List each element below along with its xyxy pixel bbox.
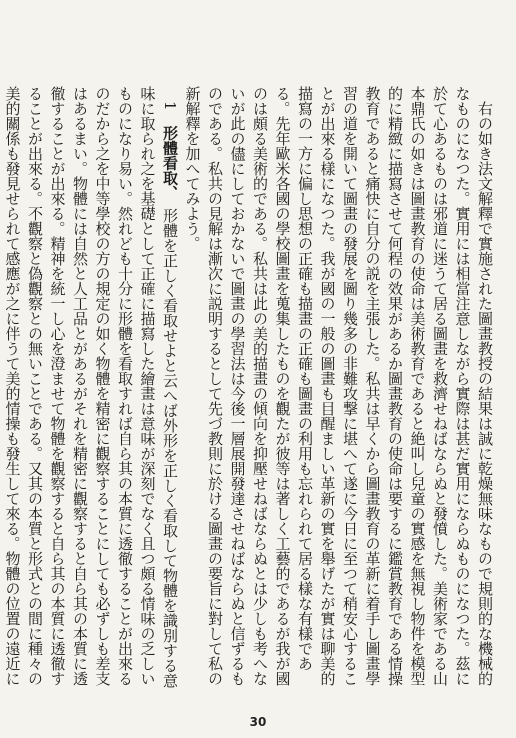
vertical-text-body — [3, 86, 496, 694]
page-number: 30 — [249, 715, 267, 729]
section-body: 形體を正しく看取せよと云へば外形を正しく看取して物體を識別する意味に取られ之を基礎として正確に描寫した繪畫は意味が深刻でなく且つ頗る情味の乏しいものになり易い。然れども十分に形體を看取すれば自ら其の本質に透徹することが出來るのだから之を中等學校の方の規定の如く物體を精密に觀察することにしても必ずしも差支はあるまい。物體には自然と人工品とがあるがそれを精密に觀察すると自ら其の本質に透徹することが出來る。精神を統一し心を澄ませて物體を觀察すると自ら其の本質に透徹することが出來る。不觀察と偽觀察との無いことである。又其の本質と形式との間に種々の美的關係も發見せられて感應が之に伴うて美的情操も發生して來る。物體の位置の遠近に — [3, 86, 179, 689]
section-number: 1 — [161, 101, 179, 111]
paragraph-1: 右の如き法文解釋で實施された圖畫教授の結果は誠に乾燥無味なもので規則的な機械的なものになつた。實用には相當注意しながら實際は甚だ實用にならぬものになつた。茲に於て心あるものは邪道に迷うて居る圖畫を救濟せねばならぬと發憤した。美術家である山本鼎氏の如きは圖畫教育の使命は美術教育であると絶叫し兒童の實感を無視し物件を模型的に精緻に描寫させて何程の效果があるか圖畫教育の使命は要するに鑑賞教育である情操教育であると痛快に自分の説を主張した。私共は早くから圖畫教育の革新に着手し圖畫學習の道を開いて圖畫の發展を圖り幾多の非難攻撃に堪へて遂に今日に至つて稍安心することが出來る樣になつた。我が國の一般の圖畫も目醒ましい革新の實を舉げたが實は聊美的描寫の一方に偏し思想の正確も描畫の正確も圖畫の利用も忘れられて居る樣な有樣である。先年歐米各國の學校圖畫を蒐集したものを觀たが彼等は著しく工藝的であるが我が國のは頗る美術的である。私共は此の美的描畫の傾向を抑壓せねばならぬとは少しも考へないが此の儘にしておかないで圖畫の學習法は今後一層展開發達させねばならぬと信ずるものである。私共の見解は漸次に説明するとして先づ教則に於ける圖畫の要旨に對して私の新解釋を加へてみよう。 — [183, 86, 494, 686]
paragraph-2 — [0, 86, 181, 694]
section-heading: 形體看取、 — [161, 125, 179, 194]
